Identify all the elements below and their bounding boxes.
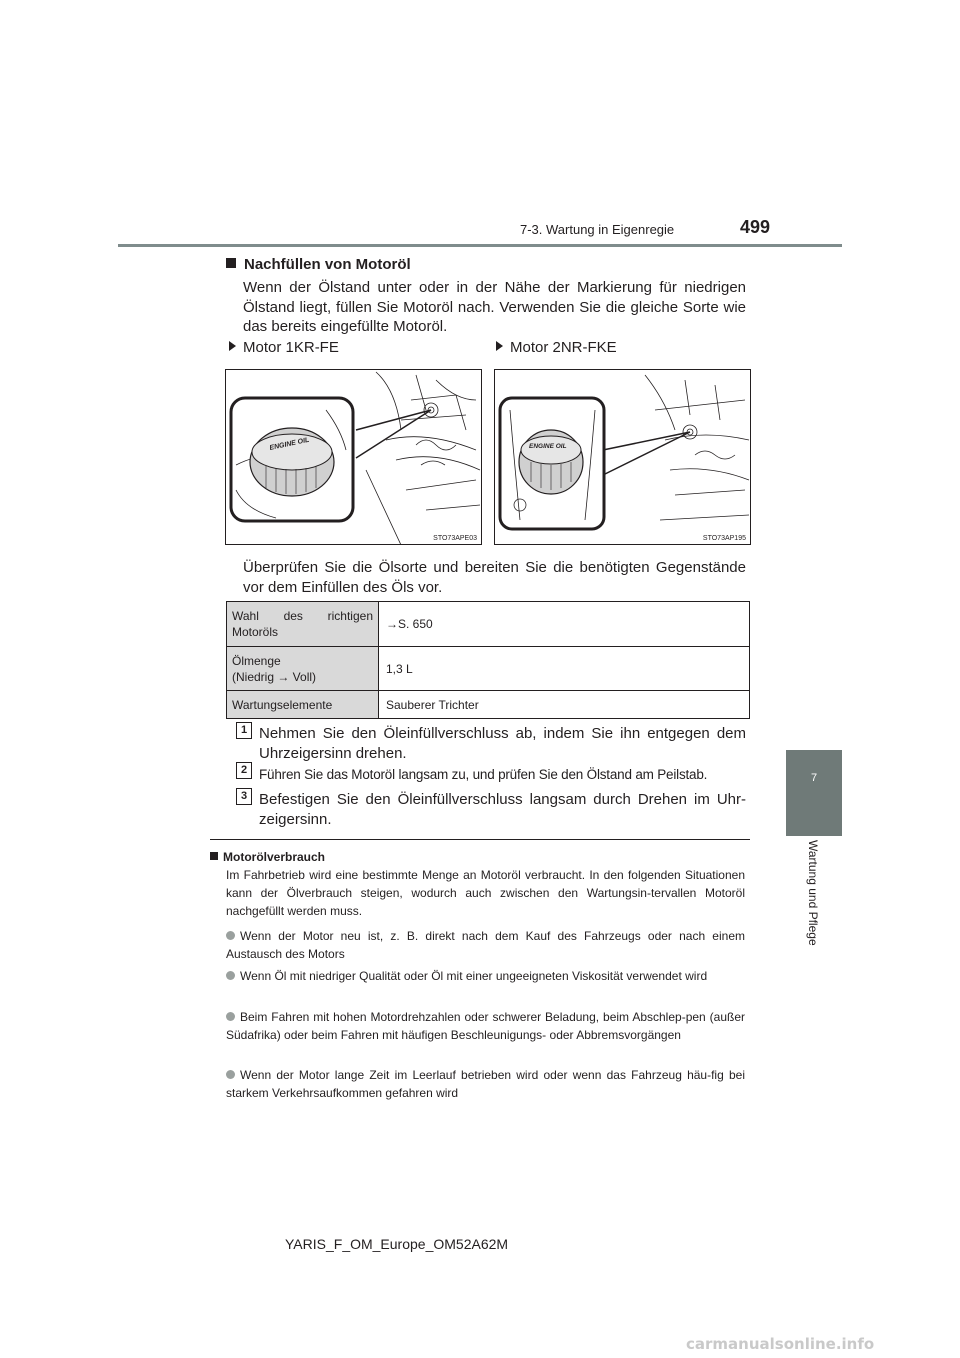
step-text-1: Nehmen Sie den Öleinfüllverschluss ab, indem Sie ihn entgegen dem Uhrzeigersinn drehen. [259,725,746,762]
triangle-bullet-icon [496,341,503,351]
step-number-2: 2 [236,762,252,779]
table-row [227,647,750,691]
site-watermark[interactable]: carmanualsonline.info [686,1335,875,1353]
table-row [227,691,750,719]
table-label-line1: Ölmenge [232,653,281,668]
chapter-tab[interactable] [786,750,842,836]
bullet-dot-icon [226,931,235,940]
table-cell-value: Sauberer Trichter [379,691,750,719]
consumption-intro: Im Fahrbetrieb wird eine bestimmte Menge an Motoröl verbraucht. In den folgenden Situationen kann der Ölverbrauch steigen, wodurch auch zwischen den Wartungsin-tervallen Motoröl nachgefüllt werden muss. [226,868,745,918]
table-label-line1: Wahl des richtigen [232,609,373,623]
list-item-text: Wenn der Motor neu ist, z. B. direkt nach dem Kauf des Fahrzeugs oder nach einem Austausch des Motors [226,929,745,961]
heading-square-icon [210,852,218,860]
table-row [227,602,750,647]
table-cell-label [227,602,379,647]
step-text-2: Führen Sie das Motoröl langsam zu, und prüfen Sie den Ölstand am Peilstab. [259,767,708,782]
table-cell-label [227,647,379,691]
figure-engine-2nr [494,369,751,545]
engine-illustration-1 [226,370,481,544]
section-heading-text: Nachfüllen von Motoröl [244,256,411,273]
consumption-heading-text: Motorölverbrauch [223,850,326,864]
cap-label-2: ENGINE OIL [529,443,567,450]
chapter-tab-number: 7 [810,772,818,784]
step-number-3: 3 [236,788,252,805]
table-cell-value[interactable]: →S. 650 [379,602,750,647]
header-rule [118,244,842,247]
bullet-dot-icon [226,971,235,980]
table-cell-value: 1,3 L [379,647,750,691]
step-text-3: Befestigen Sie den Öleinfüllverschluss langsam durch Drehen im Uhr-zeigersinn. [259,791,746,828]
heading-square-icon [226,258,236,268]
list-item [226,1008,745,1044]
table-label-line1: Wartungselemente [232,697,333,712]
table-cell-label [227,691,379,719]
list-item-text: Wenn der Motor lange Zeit im Leerlauf betrieben wird oder wenn das Fahrzeug häu-fig bei starkem Verkehrsaufkommen gefahren wird [226,1068,745,1100]
motor-label-1-text: Motor 1KR-FE [243,339,339,356]
motor-label-2 [496,339,617,356]
triangle-bullet-icon [229,341,236,351]
engine-illustration-2 [495,370,750,544]
document-footer: YARIS_F_OM_Europe_OM52A62M [285,1236,509,1252]
consumption-heading [210,850,325,864]
list-item [226,927,745,963]
cap-label-1: ENGINE OIL [268,436,310,452]
section-divider [210,839,750,840]
figure-code-2: STO73AP195 [702,535,746,542]
bullet-dot-icon [226,1070,235,1079]
page-number: 499 [740,217,771,237]
figure-engine-1kr [225,369,482,545]
list-item-text: Wenn Öl mit niedriger Qualität oder Öl mit einer ungeeigneten Viskosität verwendet wird [240,969,708,983]
table-label-line2: Motoröls [232,625,279,639]
section-intro: Wenn der Ölstand unter oder in der Nähe der Markierung für niedrigen Ölstand liegt, füllen Sie Motoröl nach. Verwenden Sie die gleiche Sorte wie das bereits eingefüllte Motoröl. [243,279,746,335]
list-item [226,967,745,985]
chapter-section-title: 7-3. Wartung in Eigenregie [520,222,675,237]
list-item-text: Beim Fahren mit hohen Motordrehzahlen oder schwerer Beladung, beim Abschlep-pen (außer Südafrika) oder beim Fahren mit häufigen Beschleunigungs- oder Abbremsvorgängen [226,1010,745,1042]
section-heading [226,256,411,273]
chapter-tab-label: Wartung und Pflege [806,840,820,946]
bullet-dot-icon [226,1012,235,1021]
requirements-table [226,601,750,719]
step-number-1: 1 [236,722,252,739]
motor-label-2-text: Motor 2NR-FKE [510,339,617,356]
table-label-line2: (Niedrig → Voll) [232,669,317,684]
chapter-tab-label-box [786,840,842,946]
check-instruction: Überprüfen Sie die Ölsorte und bereiten Sie die benötigten Gegenstände vor dem Einfüllen des Öls vor. [243,559,746,596]
motor-label-1 [229,339,339,356]
list-item [226,1066,745,1102]
figure-code-1: STO73APE03 [433,535,477,542]
